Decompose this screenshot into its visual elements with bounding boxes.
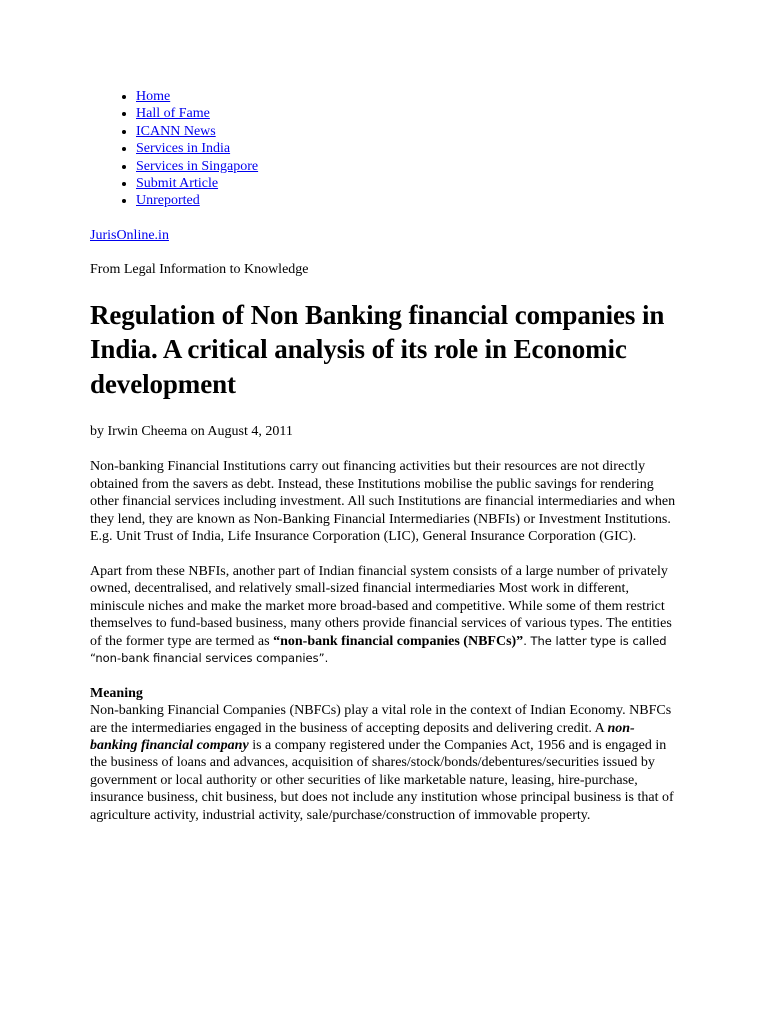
paragraph-nbfis-text: Apart from these NBFIs, another part of Indian financial system consists of a large number of privately owned, decentralised, and relatively small-sized financial intermediaries Most work in different, miniscule niches and make the market more broad-based and competitive. While some of them restrict themselves to fund-based business, many others provide financial services of various types. The entities of the former type are termed as [90,563,672,649]
nav-link-services-singapore[interactable]: Services in Singapore [136,158,259,174]
nbfc-term: “non-bank financial companies (NBFCs)” [273,633,524,649]
site-tagline: From Legal Information to Knowledge [90,261,309,277]
paragraph-intro: Non-banking Financial Institutions carry out financing activities but their resources are not directly obtained from the savers as debt. Instead, these Institutions mobilise the public savings for rendering other financial services including investment. All such Institutions are financial intermediaries and when they lend, they are known as Non-Banking Financial Intermediaries (NBFIs) or Investment Institutions. E.g. Unit Trust of India, Life Insurance Corporation (LIC), General Insurance Corporation (GIC). [90,459,676,544]
article-byline: by Irwin Cheema on August 4, 2011 [90,424,293,440]
paragraph-meaning [90,702,680,824]
page-content [90,88,680,824]
nav-item-submit-article [136,175,680,192]
nav-item-hall-of-fame [136,105,680,122]
paragraph-meaning-tail: is a company registered under the Companies Act, 1956 and is engaged in the business of loans and advances, acquisition of shares/stock/bonds/debentures/securities issued by government or local authority or other securities of like marketable nature, leasing, hire-purchase, insurance business, chit business, but does not include any institution whose principal business is that of agriculture activity, industrial activity, sale/purchase/construction of immovable property. [90,738,674,823]
article-title: Regulation of Non Banking financial companies in India. A critical analysis of its role in Economic development [90,299,665,399]
site-home-link[interactable]: JurisOnline.in [90,227,169,243]
paragraph-meaning-text: Non-banking Financial Companies (NBFCs) play a vital role in the context of Indian Economy. NBFCs are the intermediaries engaged in the business of accepting deposits and delivering credit. A [90,703,672,736]
nav-menu [90,88,680,210]
nav-link-unreported[interactable]: Unreported [136,193,200,209]
nav-link-icann-news[interactable]: ICANN News [136,123,216,139]
nav-item-unreported [136,192,680,209]
nav-item-services-singapore [136,158,680,175]
section-heading-meaning: Meaning [90,685,143,701]
nav-link-submit-article[interactable]: Submit Article [136,176,219,192]
nav-item-services-india [136,140,680,157]
nav-item-home [136,88,680,105]
nbfc-definition-term: non-banking financial company [90,720,635,754]
nav-link-hall-of-fame[interactable]: Hall of Fame [136,106,210,122]
paragraph-nbfis-tail: . The latter type is called “non-bank financial services companies”. [90,633,667,665]
nav-item-icann-news [136,123,680,140]
nav-link-services-india[interactable]: Services in India [136,141,231,157]
nav-link-home[interactable]: Home [136,89,171,104]
paragraph-nbfis [90,563,680,667]
